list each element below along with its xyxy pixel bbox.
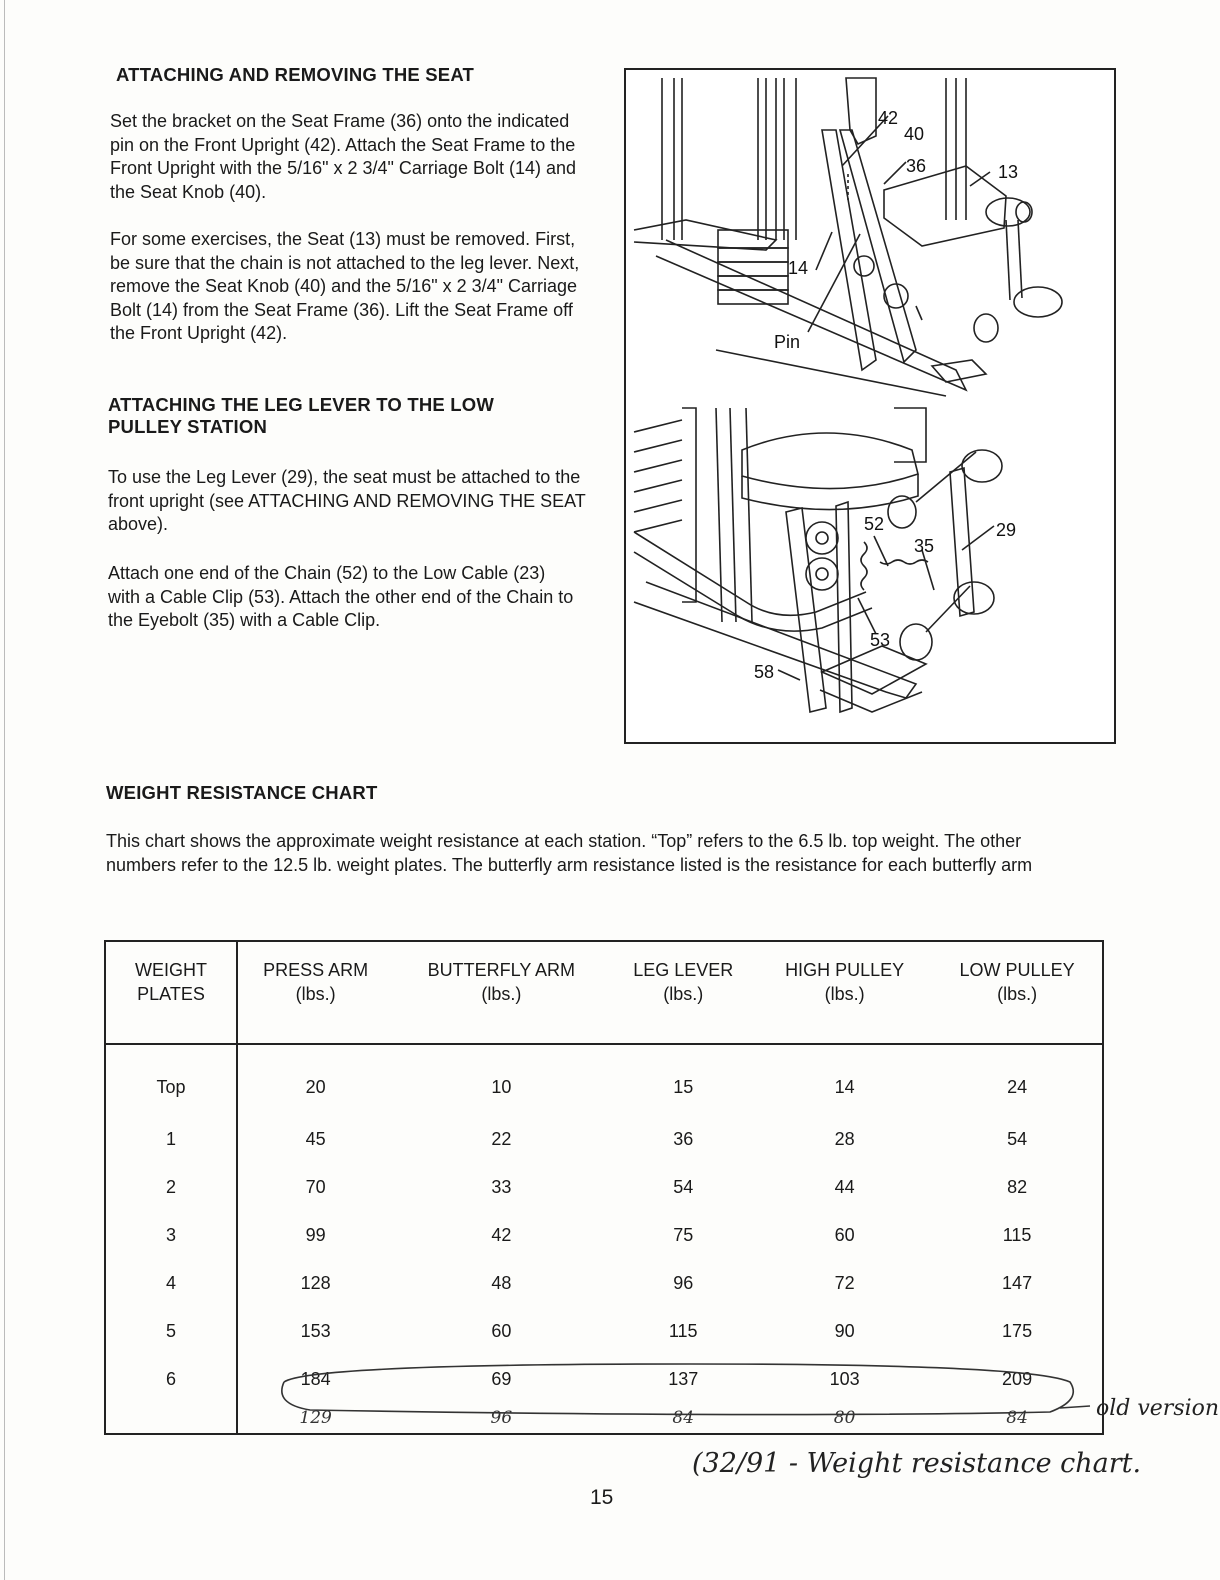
label-58: 58 [754,662,775,682]
label-42: 42 [878,108,899,128]
seat-paragraph-2: For some exercises, the Seat (13) must be removed. First, be sure that the chain is not attached to the leg lever. Next, remove the Seat Knob (40) and the 5/16" x 2 3/4" Carriage Bolt (14) from the Seat Frame (36). Lift the Seat Frame off the Front Upright (42). [110,229,580,343]
seat-paragraph-1: Set the bracket on the Seat Frame (36) onto the indicated pin on the Front Upright (42). Attach the Seat Frame to the Front Upright with the 5/16" x 2 3/4" Carriage Bolt (14) and the Seat Knob (40). [110,111,577,202]
page-edge [4,0,5,1580]
label-36: 36 [906,156,927,176]
table-row: Top 20 10 15 14 24 [105,1044,1103,1115]
table-row: 4 128 48 96 72 147 [105,1259,1103,1307]
table-row: 1 45 22 36 28 54 [105,1115,1103,1163]
table-row: 3 99 42 75 60 115 [105,1211,1103,1259]
section-heading-leg-lever: ATTACHING THE LEG LEVER TO THE LOW PULLEY STATION [108,394,495,437]
label-13: 13 [998,162,1019,182]
seat-assembly-figure [624,68,1116,404]
label-pin: Pin [774,332,801,352]
leg-lever-paragraph-1: To use the Leg Lever (29), the seat must be attached to the front upright (see ATTACHING AND REMOVING THE SEAT above). [108,467,586,534]
label-53: 53 [870,630,891,650]
header-butterfly-arm: BUTTERFLY ARM (lbs.) [393,941,609,1044]
table-row: 5 153 60 115 90 175 [105,1307,1103,1355]
header-press-arm: PRESS ARM (lbs.) [237,941,393,1044]
table-row: 2 70 33 54 44 82 [105,1163,1103,1211]
label-29: 29 [996,520,1017,540]
handwritten-row: 129 96 84 80 84 [105,1403,1103,1434]
header-weight-plates: WEIGHT PLATES [105,941,237,1044]
handwritten-loop [270,1360,1110,1420]
table-row: 6 184 69 137 103 209 [105,1355,1103,1403]
section-heading-chart: WEIGHT RESISTANCE CHART [106,782,378,803]
header-low-pulley: LOW PULLEY (lbs.) [932,941,1103,1044]
handwritten-old-version: old version [1096,1396,1220,1421]
label-40: 40 [904,124,925,144]
label-52: 52 [864,514,885,534]
section-heading-seat: ATTACHING AND REMOVING THE SEAT [116,64,475,85]
chart-paragraph: This chart shows the approximate weight resistance at each station. “Top” refers to the 6.5 lb. top weight. The other numbers refer to the 12.5 lb. weight plates. The butterfly arm resistance listed is the resistance for each butterfly arm [106,831,1033,875]
page-number: 15 [590,1486,614,1509]
label-35: 35 [914,536,935,556]
leg-lever-paragraph-2: Attach one end of the Chain (52) to the Low Cable (23) with a Cable Clip (53). Attach the other end of the Chain to the Eyebolt (35) with a Cable Clip. [108,563,574,630]
header-high-pulley: HIGH PULLEY (lbs.) [757,941,932,1044]
leg-lever-figure [624,402,1116,744]
table-header-row [105,941,1103,1044]
handwritten-note: (32/91 - Weight resistance chart. [692,1448,1142,1479]
label-14: 14 [788,258,809,278]
header-leg-lever: LEG LEVER (lbs.) [609,941,757,1044]
